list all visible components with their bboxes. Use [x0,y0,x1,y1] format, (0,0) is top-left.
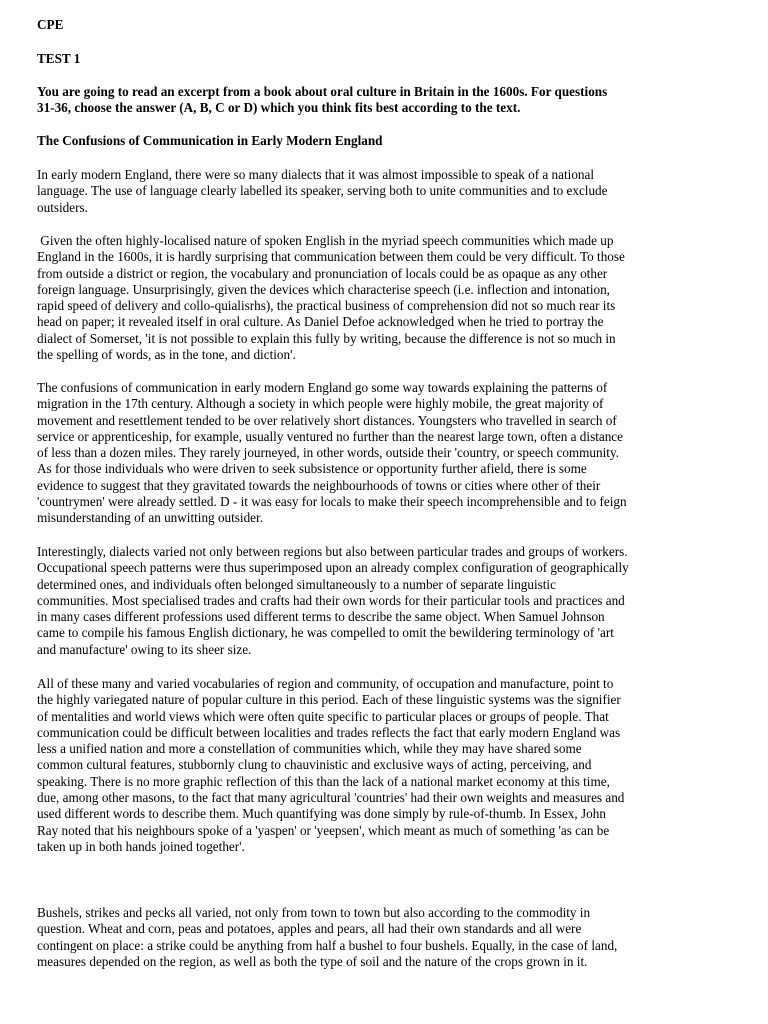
test-label: TEST 1 [37,51,81,66]
text-line: due, among other masons, to the fact that many agricultural 'countries' had their own weights and measures and [37,790,625,806]
exam-label: CPE [37,17,64,32]
text-line: taken up in both hands joined together'. [37,838,245,854]
text-line: migration in the 17th century. Although a society in which people were highly mobile, the great majority of [37,396,604,412]
text-line: measures depended on the region, as well as both the type of soil and the nature of the crops grown in it. [37,953,588,969]
text-line: speaking. There is no more graphic reflection of this than the lack of a national market economy at this time, [37,773,610,789]
text-line: Ray noted that his neighbours spoke of a 'yaspen' or 'yeepsen', which meant as much of something 'as can be [37,822,610,838]
text-line: head on paper; it revealed itself in oral culture. As Daniel Defoe acknowledged when he tried to portray the [37,314,604,330]
text-line: less a unified nation and more a constellation of communities which, while they may have shared some [37,741,582,757]
text-line: in many cases different professions used different terms to describe the same object. When Samuel Johnson [37,609,605,625]
text-line: In early modern England, there were so many dialects that it was almost impossible to speak of a national [37,167,595,182]
text-line: Interestingly, dialects varied not only between regions but also between particular trades and groups of workers. [37,544,628,559]
article-title: The Confusions of Communication in Early Modern England [37,133,383,148]
paragraph-2 [37,233,625,363]
text-line: communities. Most specialised trades and crafts had their own words for their particular tools and practices and [37,592,625,608]
instructions-line: 31-36, choose the answer (A, B, C or D) which you think fits best according to the text. [37,100,521,116]
text-line: The confusions of communication in early modern England go some way towards explaining the patterns of [37,380,608,395]
text-line: Occupational speech patterns were thus superimposed upon an already complex configuration of geographically [37,560,629,576]
paragraph-5 [37,676,624,855]
paragraph-3 [37,380,627,527]
text-line: the highly variegated nature of popular culture in this period. Each of these linguistic systems was the signifier [37,692,621,708]
text-line: Given the often highly-localised nature of spoken English in the myriad speech communities which made up [37,233,614,248]
text-line: rapid speed of delivery and collo-quialisrhs), the practical business of comprehension did not so much rear its [37,298,616,314]
text-line: 'countrymen' were already settled. D - it was easy for locals to make their speech incomprehensible and to feign [37,494,627,510]
text-line: misunderstanding of an unwitting outsider. [37,510,263,526]
text-line: the spelling of words, as in the tone, and diction'. [37,347,296,363]
text-line: common cultural features, stubbornly clung to chauvinistic and exclusive ways of acting, perceiving, and [37,757,592,773]
text-line: of less than a dozen miles. They rarely journeyed, in other words, outside their 'country, or speech community. [37,445,619,461]
text-line: and manufacture' owing to its sheer size. [37,641,252,657]
text-line: outsiders. [37,199,88,215]
paragraph-6 [37,905,617,970]
text-line: of mentalities and world views which were often quite specific to particular places or groups of people. That [37,708,609,724]
text-line: All of these many and varied vocabularies of region and community, of occupation and manufacture, point to [37,676,614,691]
text-line: used different words to describe them. Much quantifying was done simply by rule-of-thumb. In Essex, John [37,806,606,822]
text-line: language. The use of language clearly labelled its speaker, serving both to unite communities and to exclude [37,183,608,199]
text-line: communication could be difficult between localities and trades reflects the fact that early modern England was [37,724,621,740]
text-line: service or apprenticeship, for example, usually ventured no further than the nearest large town, often a distance [37,428,624,444]
paragraph-4 [37,544,629,658]
paragraph-1 [37,167,608,216]
text-line: movement and resettlement tended to be over relatively short distances. Youngsters who travelled in search of [37,412,617,428]
text-line: evidence to suggest that they gravitated towards the neighbourhoods of towns or cities where other of their [37,477,601,493]
text-line: dialect of Somerset, 'it is not possible to explain this fully by writing, because the difference is not so much in [37,330,616,346]
text-line: contingent on place: a strike could be anything from half a bushel to four bushels. Equally, in the case of land, [37,937,618,953]
text-line: As for those individuals who were driven to seek subsistence or opportunity further afield, there is some [37,461,587,477]
instructions [37,84,667,117]
text-line: determined ones, and individuals often belonged simultaneously to a number of separate linguistic [37,576,556,592]
text-line: Bushels, strikes and pecks all varied, not only from town to town but also according to the commodity in [37,905,591,920]
text-line: question. Wheat and corn, peas and potatoes, apples and pears, all had their own standards and all were [37,921,582,937]
text-line: came to compile his famous English dictionary, he was compelled to omit the bewildering terminology of 'art [37,625,614,641]
text-line: foreign language. Unsurprisingly, given the devices which characterise speech (i.e. inflection and intonation, [37,281,610,297]
text-line: from outside a district or region, the vocabulary and pronunciation of locals could be as opaque as any other [37,265,608,281]
text-line: England in the 1600s, it is hardly surprising that communication between them could be very difficult. To those [37,249,625,265]
instructions-line: You are going to read an excerpt from a book about oral culture in Britain in the 1600s. For questions [37,84,608,99]
